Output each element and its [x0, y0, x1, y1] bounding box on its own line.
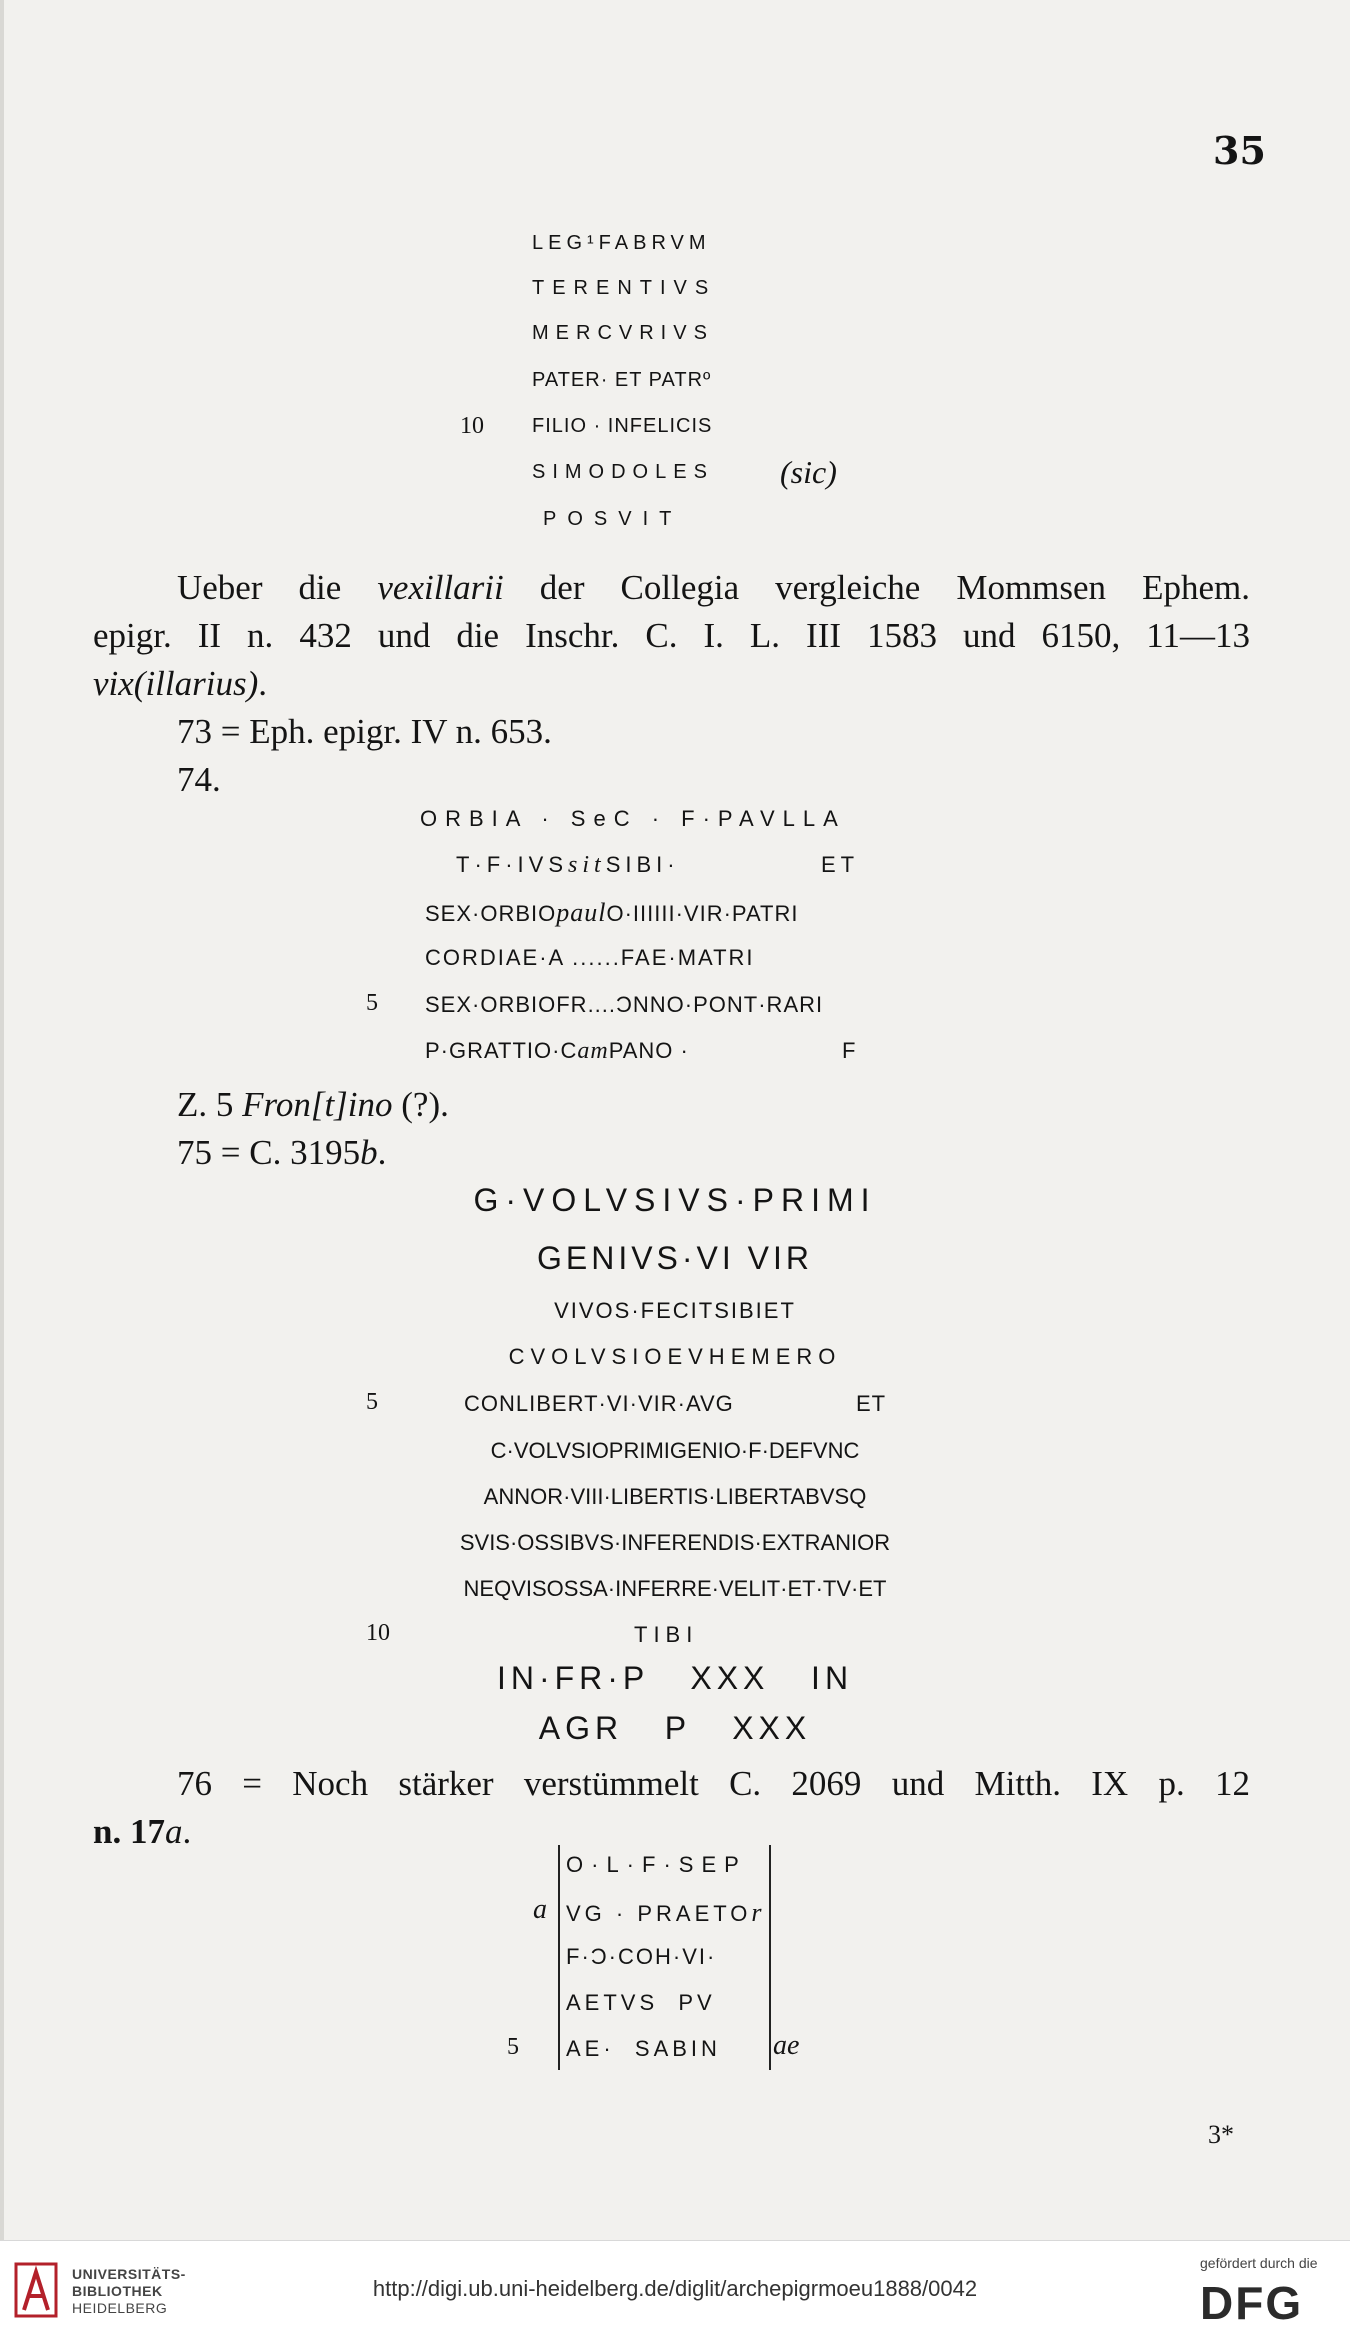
paragraph-line-2: epigr. II n. 432 und die Inschr. C. I. L. III 1583 und 6150, 11—13 — [93, 616, 1250, 655]
insc76-l2-suffix: r — [751, 1898, 762, 1927]
insc74-l2-c: ET — [821, 852, 860, 877]
insc75-l5-a: CONLIBERT·VI·VIR·AVG — [464, 1391, 734, 1416]
insc72-line-3: MERCVRIVS — [532, 322, 714, 344]
insc75-line-9: NEQVISOSSA·INFERRE·VELIT·ET·TV·ET — [463, 1576, 887, 1601]
insc72-line-4: PATER· ET PATRº — [532, 369, 712, 391]
insc72-line-10: FILIO · INFELICIS — [532, 415, 713, 437]
insc74-l2-a: T·F·IVS — [456, 852, 568, 877]
dfg-logo: DFG — [1200, 2277, 1304, 2329]
entry-76-line-1 — [93, 1764, 1250, 1804]
entry76-l1: 76 = Noch stärker verstümmelt C. 2069 und Mitth. IX p. 12 — [177, 1764, 1250, 1803]
insc72-line-11: SIMODOLES — [532, 461, 714, 483]
library-line-3: HEIDELBERG — [72, 2300, 168, 2316]
insc75-line-1: G·VOLVSIVS·PRIMI — [473, 1182, 877, 1218]
entry76-l2-a: n. 17 — [93, 1812, 165, 1851]
insc72-line-1: LEG¹FABRVM — [532, 232, 711, 254]
insc76-line-2 — [566, 1898, 762, 1928]
page-number: 35 — [1213, 128, 1266, 173]
insc75-line-10: TIBI — [634, 1622, 699, 1647]
para-l3-vix: vix — [93, 664, 134, 703]
entry75-italic: b — [360, 1133, 378, 1172]
insc75-line-2: GENIVS·VI VIR — [536, 1240, 814, 1276]
insc74-l3-b: O·IIIIII·VIR·PATRI — [606, 901, 799, 926]
para-l1-a: Ueber die — [177, 568, 378, 607]
insc75-line-7: ANNOR·VIII·LIBERTIS·LIBERTABVSQ — [483, 1484, 867, 1509]
insc76-line-number-5: 5 — [507, 2034, 519, 2060]
para-l3-illarius: (illarius) — [133, 664, 259, 703]
insc72-line-12: POSVIT — [543, 508, 683, 530]
insc75-line-4: CVOLVSIOEVHEMERO — [508, 1344, 842, 1369]
note-74 — [177, 1085, 449, 1125]
funder-label: gefördert durch die — [1200, 2255, 1318, 2271]
entry-75 — [177, 1133, 386, 1173]
insc75-line-number-5: 5 — [366, 1389, 378, 1415]
insc72-line-2: TERENTIVS — [532, 277, 717, 299]
insc74-line-2 — [456, 852, 860, 879]
permalink-url[interactable]: http://digi.ub.uni-heidelberg.de/diglit/archepigrmoeu1888/0042 — [372, 2276, 978, 2301]
insc76-line-4: AETVS PV — [566, 1990, 716, 2015]
entry76-l2-italic: a — [164, 1812, 183, 1851]
insc74-l6-italic: am — [577, 1038, 609, 1064]
para-l1-italic: vexillarii — [377, 568, 504, 607]
para-l1-b: der Collegia vergleiche Mommsen Ephem. — [503, 568, 1251, 607]
insc72-sic: (sic) — [780, 454, 837, 490]
insc74-l6-c: F — [842, 1038, 857, 1063]
insc74-l2-italic: sit — [568, 852, 606, 878]
insc75-line-5 — [464, 1391, 887, 1417]
insc72-line-number-10: 10 — [460, 413, 484, 439]
note74-italic: Fron[t]ino — [242, 1085, 393, 1124]
insc75-line-6: C·VOLVSIOPRIMIGENIO·F·DEFVNC — [490, 1438, 860, 1463]
para-l3-dot: . — [258, 664, 267, 703]
insc74-line-6 — [425, 1038, 857, 1065]
insc76-line-5: AE· SABIN — [566, 2036, 721, 2061]
entry-73: 73 = Eph. epigr. IV n. 653. — [177, 712, 552, 751]
entry-74-number: 74. — [177, 760, 221, 799]
insc76-line-1: O·L·F·SEP — [566, 1852, 747, 1877]
insc75-line-12: AGR P XXX — [538, 1710, 812, 1746]
insc75-line-11: IN·FR·P XXX IN — [496, 1660, 854, 1696]
signature-mark: 3* — [1208, 2120, 1234, 2149]
insc76-l2: VG · PRAETO — [566, 1901, 752, 1926]
insc75-line-3: VIVOS·FECITSIBIET — [554, 1298, 796, 1323]
library-line-2: BIBLIOTHEK — [72, 2283, 163, 2299]
insc74-line-5: SEX·ORBIOFR....ƆNNO·PONT·RARI — [425, 992, 824, 1017]
insc74-l6-b: PANO · — [608, 1038, 689, 1063]
entry75-b: . — [377, 1133, 387, 1172]
entry75-a: 75 = C. 3195 — [177, 1133, 361, 1172]
library-line-1: UNIVERSITÄTS- — [72, 2266, 186, 2282]
insc76-line-2-prefix: a — [533, 1894, 547, 1925]
insc74-line-3 — [425, 898, 798, 928]
note74-b: (?). — [392, 1085, 449, 1124]
insc75-line-8: SVIS·OSSIBVS·INFERENDIS·EXTRANIOR — [459, 1530, 891, 1555]
entry76-l2-b: . — [182, 1812, 192, 1851]
insc75-l5-b: ET — [856, 1391, 887, 1416]
insc75-line-number-10: 10 — [366, 1620, 390, 1646]
paragraph-line-3 — [93, 664, 267, 704]
note74-a: Z. 5 — [177, 1085, 243, 1124]
insc76-line-3: F·Ɔ·COH·VI· — [566, 1944, 717, 1969]
insc74-l3-a: SEX·ORBIO — [425, 901, 557, 926]
insc76-line-5-suffix: ae — [773, 2030, 800, 2061]
entry-76-line-2 — [93, 1812, 191, 1852]
insc74-l3-italic: paul — [556, 898, 607, 927]
paragraph-line-1 — [93, 568, 1250, 608]
insc74-line-1: ORBIA · SeC · F·PAVLLA — [420, 806, 846, 831]
insc74-line-4: CORDIAE·A ......FAE·MATRI — [425, 945, 755, 970]
page-edge — [0, 0, 4, 2240]
insc74-l6-a: P·GRATTIO·C — [425, 1038, 578, 1063]
insc74-l2-b: SIBI· — [605, 852, 680, 877]
insc74-line-number-5: 5 — [366, 990, 378, 1016]
